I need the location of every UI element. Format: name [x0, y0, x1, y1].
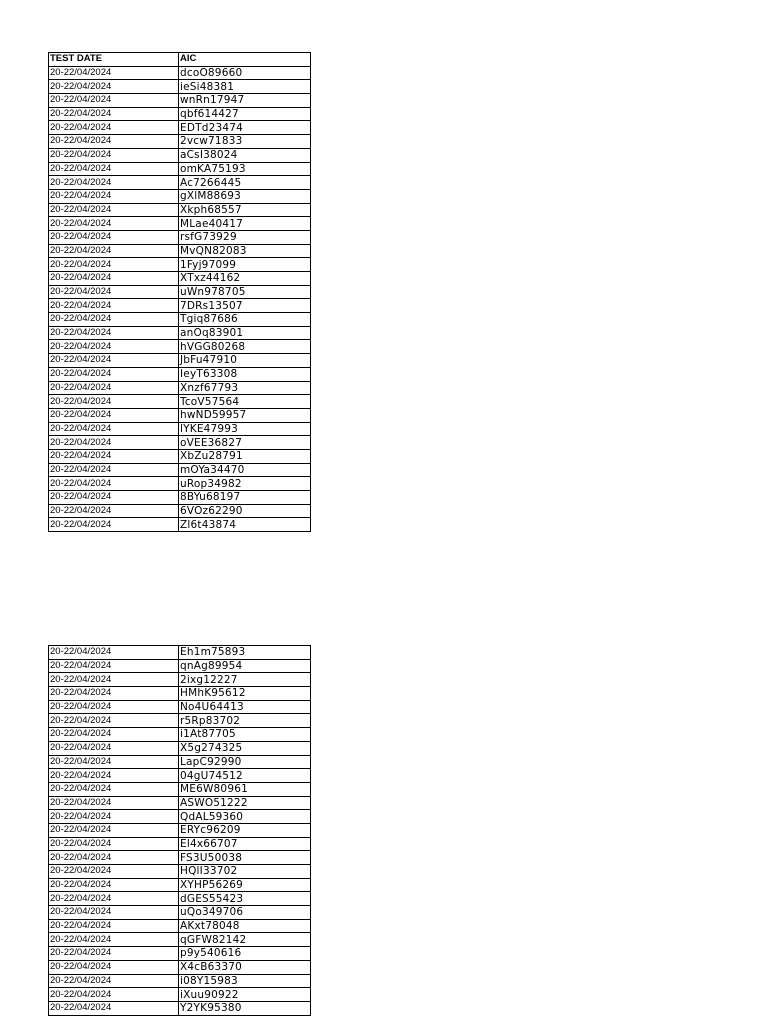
test-date-cell: 20-22/04/2024: [49, 436, 179, 450]
test-date-cell: 20-22/04/2024: [49, 755, 179, 769]
aic-cell: 6VOz62290: [179, 504, 311, 518]
test-date-cell: 20-22/04/2024: [49, 367, 179, 381]
aic-cell: hwND59957: [179, 408, 311, 422]
test-date-cell: 20-22/04/2024: [49, 422, 179, 436]
table-row: [49, 673, 311, 687]
test-date-cell: 20-22/04/2024: [49, 796, 179, 810]
test-date-cell: 20-22/04/2024: [49, 148, 179, 162]
aic-cell: uQo349706: [179, 906, 311, 920]
table-row: [49, 395, 311, 409]
test-date-cell: 20-22/04/2024: [49, 810, 179, 824]
test-date-cell: 20-22/04/2024: [49, 960, 179, 974]
aic-cell: i08Y15983: [179, 974, 311, 988]
aic-cell: qbf614427: [179, 107, 311, 121]
aic-cell: Xnzf67793: [179, 381, 311, 395]
table-row: [49, 974, 311, 988]
table-row: [49, 491, 311, 505]
table-row: [49, 94, 311, 108]
test-date-cell: 20-22/04/2024: [49, 203, 179, 217]
table-row: [49, 892, 311, 906]
test-date-cell: 20-22/04/2024: [49, 162, 179, 176]
aic-cell: aCsI38024: [179, 148, 311, 162]
test-date-cell: 20-22/04/2024: [49, 463, 179, 477]
table-row: [49, 1001, 311, 1015]
test-date-cell: 20-22/04/2024: [49, 769, 179, 783]
aic-cell: QdAL59360: [179, 810, 311, 824]
aic-cell: Ac7266445: [179, 176, 311, 190]
aic-cell: omKA75193: [179, 162, 311, 176]
aic-cell: anOq83901: [179, 326, 311, 340]
test-date-cell: 20-22/04/2024: [49, 933, 179, 947]
aic-cell: Xkph68557: [179, 203, 311, 217]
table-row: [49, 299, 311, 313]
aic-cell: No4U64413: [179, 700, 311, 714]
test-date-cell: 20-22/04/2024: [49, 230, 179, 244]
table-row: [49, 162, 311, 176]
test-date-cell: 20-22/04/2024: [49, 906, 179, 920]
test-date-cell: 20-22/04/2024: [49, 395, 179, 409]
test-date-cell: 20-22/04/2024: [49, 988, 179, 1002]
aic-cell: gXlM88693: [179, 189, 311, 203]
aic-cell: r5Rp83702: [179, 714, 311, 728]
test-date-cell: 20-22/04/2024: [49, 107, 179, 121]
test-date-cell: 20-22/04/2024: [49, 135, 179, 149]
table-row: [49, 367, 311, 381]
table-row: [49, 755, 311, 769]
test-date-cell: 20-22/04/2024: [49, 741, 179, 755]
table-row: [49, 741, 311, 755]
aic-cell: p9y540616: [179, 947, 311, 961]
table-row: [49, 272, 311, 286]
test-date-cell: 20-22/04/2024: [49, 340, 179, 354]
test-date-cell: 20-22/04/2024: [49, 823, 179, 837]
test-date-cell: 20-22/04/2024: [49, 878, 179, 892]
aic-cell: ME6W80961: [179, 782, 311, 796]
aic-cell: HQlI33702: [179, 865, 311, 879]
aic-cell: 2ixg12227: [179, 673, 311, 687]
table-row: [49, 646, 311, 660]
aic-cell: rsfG73929: [179, 230, 311, 244]
aic-table-1: [48, 52, 311, 532]
aic-cell: uRop34982: [179, 477, 311, 491]
header-test-date: TEST DATE: [49, 53, 179, 67]
table-row: [49, 176, 311, 190]
test-date-cell: 20-22/04/2024: [49, 919, 179, 933]
aic-cell: qGFW82142: [179, 933, 311, 947]
aic-cell: FS3U50038: [179, 851, 311, 865]
table-row: [49, 80, 311, 94]
table-row: [49, 354, 311, 368]
aic-cell: JbFu47910: [179, 354, 311, 368]
table-row: [49, 947, 311, 961]
aic-cell: XbZu28791: [179, 449, 311, 463]
table-row: [49, 837, 311, 851]
aic-cell: iXuu90922: [179, 988, 311, 1002]
aic-cell: Zl6t43874: [179, 518, 311, 532]
aic-cell: Tgiq87686: [179, 313, 311, 327]
table-row: [49, 851, 311, 865]
table-row: [49, 107, 311, 121]
test-date-cell: 20-22/04/2024: [49, 491, 179, 505]
table-1-body: [49, 66, 311, 531]
aic-cell: dGES55423: [179, 892, 311, 906]
test-date-cell: 20-22/04/2024: [49, 449, 179, 463]
table-row: [49, 477, 311, 491]
test-date-cell: 20-22/04/2024: [49, 176, 179, 190]
header-aic: AIC: [179, 53, 311, 67]
test-date-cell: 20-22/04/2024: [49, 673, 179, 687]
aic-cell: oVEE36827: [179, 436, 311, 450]
table-row: [49, 769, 311, 783]
test-date-cell: 20-22/04/2024: [49, 121, 179, 135]
test-date-cell: 20-22/04/2024: [49, 837, 179, 851]
test-date-cell: 20-22/04/2024: [49, 217, 179, 231]
test-date-cell: 20-22/04/2024: [49, 272, 179, 286]
test-date-cell: 20-22/04/2024: [49, 700, 179, 714]
aic-cell: ERYc96209: [179, 823, 311, 837]
test-date-cell: 20-22/04/2024: [49, 687, 179, 701]
aic-cell: El4x66707: [179, 837, 311, 851]
aic-cell: X4cB63370: [179, 960, 311, 974]
aic-cell: lYKE47993: [179, 422, 311, 436]
test-date-cell: 20-22/04/2024: [49, 504, 179, 518]
table-row: [49, 203, 311, 217]
aic-cell: XTxz44162: [179, 272, 311, 286]
aic-cell: hVGG80268: [179, 340, 311, 354]
aic-cell: EDTd23474: [179, 121, 311, 135]
table-row: [49, 340, 311, 354]
aic-cell: Eh1m75893: [179, 646, 311, 660]
aic-cell: qnAg89954: [179, 659, 311, 673]
aic-cell: HMhK95612: [179, 687, 311, 701]
aic-cell: XYHP56269: [179, 878, 311, 892]
table-row: [49, 782, 311, 796]
aic-cell: ASWO51222: [179, 796, 311, 810]
test-date-cell: 20-22/04/2024: [49, 477, 179, 491]
aic-cell: IeyT63308: [179, 367, 311, 381]
table-row: [49, 189, 311, 203]
test-date-cell: 20-22/04/2024: [49, 974, 179, 988]
table-row: [49, 436, 311, 450]
test-date-cell: 20-22/04/2024: [49, 244, 179, 258]
aic-cell: AKxt78048: [179, 919, 311, 933]
aic-cell: 8BYu68197: [179, 491, 311, 505]
table-row: [49, 919, 311, 933]
table-row: [49, 687, 311, 701]
test-date-cell: 20-22/04/2024: [49, 728, 179, 742]
aic-cell: MvQN82083: [179, 244, 311, 258]
table-row: [49, 408, 311, 422]
test-date-cell: 20-22/04/2024: [49, 189, 179, 203]
test-date-cell: 20-22/04/2024: [49, 646, 179, 660]
aic-cell: TcoV57564: [179, 395, 311, 409]
test-date-cell: 20-22/04/2024: [49, 326, 179, 340]
aic-cell: ieSi48381: [179, 80, 311, 94]
aic-cell: dcoO89660: [179, 66, 311, 80]
test-date-cell: 20-22/04/2024: [49, 299, 179, 313]
table-row: [49, 659, 311, 673]
header-row: [49, 53, 311, 67]
table-row: [49, 906, 311, 920]
aic-cell: 7DRs13507: [179, 299, 311, 313]
test-date-cell: 20-22/04/2024: [49, 258, 179, 272]
test-date-cell: 20-22/04/2024: [49, 354, 179, 368]
table-row: [49, 121, 311, 135]
test-date-cell: 20-22/04/2024: [49, 94, 179, 108]
test-date-cell: 20-22/04/2024: [49, 865, 179, 879]
aic-cell: 2vcw71833: [179, 135, 311, 149]
test-date-cell: 20-22/04/2024: [49, 313, 179, 327]
table-row: [49, 823, 311, 837]
table-row: [49, 700, 311, 714]
table-row: [49, 148, 311, 162]
table-row: [49, 313, 311, 327]
table-2-body: [49, 646, 311, 1016]
table-row: [49, 810, 311, 824]
aic-cell: X5g274325: [179, 741, 311, 755]
table-row: [49, 449, 311, 463]
aic-cell: MLae40417: [179, 217, 311, 231]
table-row: [49, 230, 311, 244]
table-row: [49, 728, 311, 742]
table-row: [49, 244, 311, 258]
table-row: [49, 463, 311, 477]
aic-table-2: [48, 645, 311, 1016]
table-row: [49, 135, 311, 149]
table-row: [49, 381, 311, 395]
test-date-cell: 20-22/04/2024: [49, 782, 179, 796]
aic-cell: LapC92990: [179, 755, 311, 769]
table-row: [49, 422, 311, 436]
table-row: [49, 285, 311, 299]
table-row: [49, 960, 311, 974]
table-row: [49, 878, 311, 892]
test-date-cell: 20-22/04/2024: [49, 518, 179, 532]
aic-cell: 04gU74512: [179, 769, 311, 783]
aic-cell: uWn978705: [179, 285, 311, 299]
table-row: [49, 796, 311, 810]
table-row: [49, 988, 311, 1002]
test-date-cell: 20-22/04/2024: [49, 408, 179, 422]
table-row: [49, 326, 311, 340]
test-date-cell: 20-22/04/2024: [49, 851, 179, 865]
table-row: [49, 518, 311, 532]
table-row: [49, 714, 311, 728]
test-date-cell: 20-22/04/2024: [49, 66, 179, 80]
test-date-cell: 20-22/04/2024: [49, 714, 179, 728]
aic-cell: i1At87705: [179, 728, 311, 742]
table-row: [49, 865, 311, 879]
aic-cell: Y2YK95380: [179, 1001, 311, 1015]
table-row: [49, 217, 311, 231]
test-date-cell: 20-22/04/2024: [49, 381, 179, 395]
test-date-cell: 20-22/04/2024: [49, 947, 179, 961]
test-date-cell: 20-22/04/2024: [49, 892, 179, 906]
table-row: [49, 66, 311, 80]
aic-cell: wnRn17947: [179, 94, 311, 108]
aic-cell: mOYa34470: [179, 463, 311, 477]
test-date-cell: 20-22/04/2024: [49, 285, 179, 299]
test-date-cell: 20-22/04/2024: [49, 1001, 179, 1015]
test-date-cell: 20-22/04/2024: [49, 659, 179, 673]
table-row: [49, 933, 311, 947]
aic-cell: 1Fyj97099: [179, 258, 311, 272]
table-row: [49, 504, 311, 518]
table-row: [49, 258, 311, 272]
test-date-cell: 20-22/04/2024: [49, 80, 179, 94]
